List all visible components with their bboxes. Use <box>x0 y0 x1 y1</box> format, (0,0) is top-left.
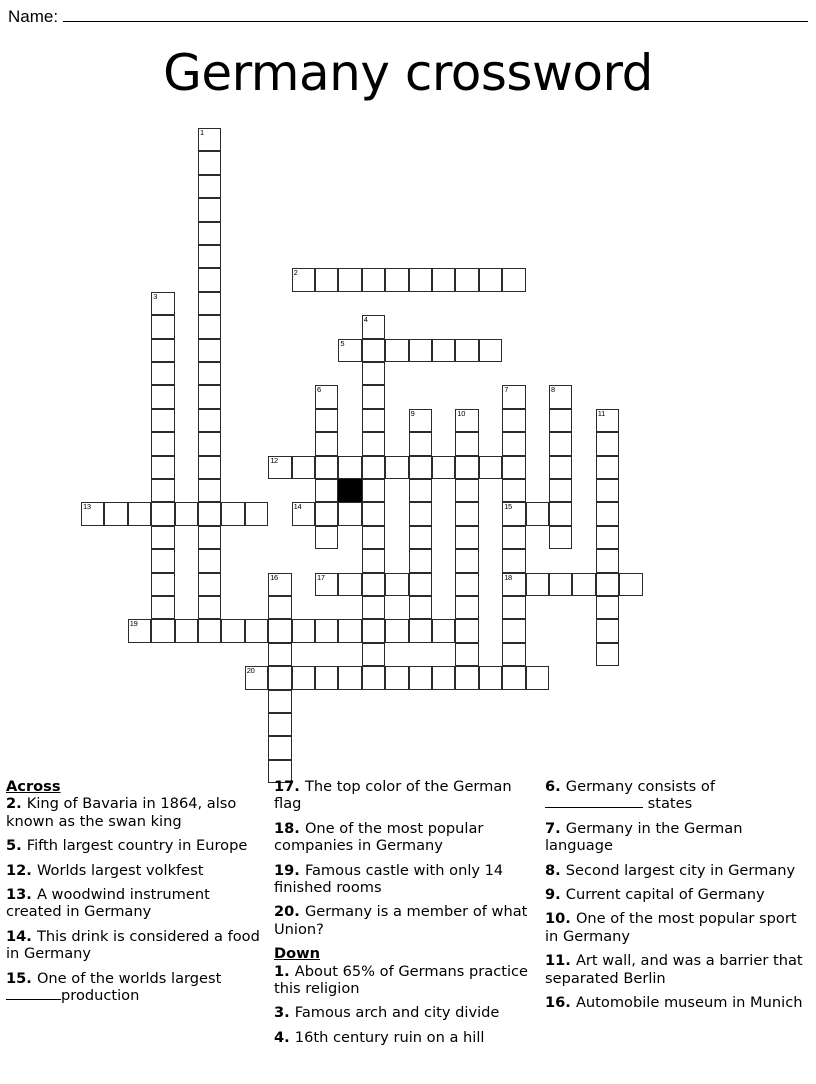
grid-cell[interactable] <box>526 666 549 689</box>
clue-across-20 <box>274 903 532 938</box>
grid-cell[interactable] <box>198 245 221 268</box>
grid-cell[interactable] <box>362 479 385 502</box>
grid-cell[interactable] <box>362 456 385 479</box>
grid-cell[interactable] <box>549 409 572 432</box>
grid-cell[interactable] <box>198 385 221 408</box>
clue-number: 19. <box>274 861 305 879</box>
grid-cell[interactable] <box>292 502 315 525</box>
clue-number: 5. <box>6 837 27 855</box>
clue-text: One of the worlds largest <box>36 969 222 987</box>
clue-down-4 <box>274 1029 532 1046</box>
grid-cell[interactable] <box>455 268 478 291</box>
grid-cell[interactable] <box>572 573 595 596</box>
grid-cell[interactable] <box>409 526 432 549</box>
clue-across-17 <box>274 778 532 813</box>
grid-cell[interactable] <box>549 479 572 502</box>
grid-cell-number: 2 <box>293 268 298 278</box>
grid-cell[interactable] <box>198 362 221 385</box>
clue-down-7 <box>545 820 811 855</box>
grid-cell[interactable] <box>362 385 385 408</box>
grid-cell[interactable] <box>409 596 432 619</box>
grid-cell[interactable] <box>362 526 385 549</box>
grid-cell[interactable] <box>409 666 432 689</box>
clue-text: Current capital of Germany <box>565 886 765 904</box>
clue-across-13 <box>6 886 262 921</box>
grid-cell[interactable] <box>409 549 432 572</box>
grid-cell[interactable] <box>315 456 338 479</box>
grid-cell[interactable] <box>175 502 198 525</box>
grid-cell[interactable] <box>221 619 244 642</box>
grid-cell-number: 10 <box>457 408 466 418</box>
clue-across-5 <box>6 837 262 854</box>
clues-column-left <box>6 778 262 1011</box>
grid-cell[interactable] <box>596 502 619 525</box>
grid-cell[interactable] <box>151 456 174 479</box>
grid-cell[interactable] <box>151 292 174 315</box>
grid-cell[interactable] <box>104 502 127 525</box>
clue-number: 9. <box>545 886 566 904</box>
clue-number: 17. <box>274 778 305 795</box>
grid-cell[interactable] <box>338 619 361 642</box>
clue-across-2 <box>6 795 262 830</box>
clue-down-1 <box>274 963 532 998</box>
clue-text: Second largest city in Germany <box>565 861 796 879</box>
grid-cell-number: 13 <box>83 502 91 512</box>
grid-cell[interactable] <box>362 432 385 455</box>
grid-cell[interactable] <box>479 268 502 291</box>
grid-cell[interactable] <box>455 526 478 549</box>
grid-cell[interactable] <box>198 151 221 174</box>
grid-cell[interactable] <box>315 526 338 549</box>
clue-number: 1. <box>274 962 295 980</box>
clue-text: Worlds largest volkfest <box>36 861 204 879</box>
grid-cell[interactable] <box>151 479 174 502</box>
grid-cell[interactable] <box>502 666 525 689</box>
grid-cell-number: 19 <box>129 619 138 629</box>
clue-number: 2. <box>6 795 27 813</box>
grid-cell[interactable] <box>502 502 525 525</box>
grid-cell[interactable] <box>502 268 525 291</box>
grid-cell[interactable] <box>455 549 478 572</box>
clue-number: 6. <box>545 778 566 795</box>
grid-cell[interactable] <box>455 409 478 432</box>
grid-cell[interactable] <box>268 736 291 759</box>
grid-cell[interactable] <box>502 526 525 549</box>
clue-text: A woodwind instrument created in Germany <box>6 886 210 921</box>
grid-cell[interactable] <box>409 502 432 525</box>
grid-cell[interactable] <box>385 573 408 596</box>
grid-cell-number: 4 <box>363 315 368 325</box>
clue-text: states <box>643 795 693 813</box>
grid-cell[interactable] <box>455 619 478 642</box>
grid-cell-number: 7 <box>504 385 509 395</box>
grid-cell[interactable] <box>315 573 338 596</box>
grid-cell[interactable] <box>596 619 619 642</box>
grid-cell[interactable] <box>362 596 385 619</box>
grid-cell[interactable] <box>198 596 221 619</box>
grid-cell[interactable] <box>432 456 455 479</box>
grid-cell-number: 11 <box>597 408 605 418</box>
grid-cell[interactable] <box>549 456 572 479</box>
grid-cell[interactable] <box>292 666 315 689</box>
grid-cell[interactable] <box>596 549 619 572</box>
clue-down-10 <box>545 910 811 945</box>
clue-down-8 <box>545 862 811 879</box>
grid-cell[interactable] <box>432 339 455 362</box>
grid-cell[interactable] <box>362 573 385 596</box>
grid-cell[interactable] <box>315 432 338 455</box>
grid-cell[interactable] <box>502 573 525 596</box>
grid-cell[interactable] <box>245 619 268 642</box>
page-title: Germany crossword <box>163 44 653 102</box>
grid-cell[interactable] <box>198 456 221 479</box>
clues-column-middle <box>274 778 532 1053</box>
grid-cell-number: 8 <box>551 385 555 395</box>
grid-cell[interactable] <box>596 456 619 479</box>
grid-cell[interactable] <box>432 268 455 291</box>
grid-cell-number: 14 <box>293 502 302 512</box>
grid-cell[interactable] <box>315 619 338 642</box>
grid-cell[interactable] <box>502 596 525 619</box>
grid-cell-number: 6 <box>317 385 321 395</box>
grid-cell[interactable] <box>502 432 525 455</box>
clues-section <box>0 778 816 1084</box>
grid-cell[interactable] <box>151 409 174 432</box>
grid-cell[interactable] <box>409 268 432 291</box>
grid-cell[interactable] <box>198 175 221 198</box>
grid-cell[interactable] <box>455 666 478 689</box>
grid-cell[interactable] <box>549 526 572 549</box>
grid-cell[interactable] <box>362 362 385 385</box>
grid-cell[interactable] <box>362 502 385 525</box>
grid-cell[interactable] <box>338 573 361 596</box>
grid-cell[interactable] <box>549 385 572 408</box>
grid-cell[interactable] <box>198 315 221 338</box>
grid-cell[interactable] <box>315 268 338 291</box>
clue-across-15 <box>6 970 262 1005</box>
clue-text: This drink is considered a food in Germany <box>6 927 260 963</box>
grid-cell[interactable] <box>409 456 432 479</box>
grid-cell[interactable] <box>455 573 478 596</box>
grid-cell[interactable] <box>502 619 525 642</box>
down-heading: Down <box>274 945 321 963</box>
grid-cell[interactable] <box>198 549 221 572</box>
clue-number: 16. <box>545 994 576 1012</box>
grid-cell[interactable] <box>151 573 174 596</box>
grid-cell[interactable] <box>315 479 338 502</box>
grid-cell[interactable] <box>198 573 221 596</box>
grid-cell[interactable] <box>198 619 221 642</box>
clue-text: One of the most popular companies in Germany <box>274 819 484 855</box>
grid-cell[interactable] <box>198 268 221 291</box>
grid-cell[interactable] <box>596 432 619 455</box>
name-label: Name: <box>8 7 59 26</box>
grid-cell[interactable] <box>549 432 572 455</box>
grid-cell[interactable] <box>409 619 432 642</box>
clues-column-right <box>545 778 811 1018</box>
grid-cell[interactable] <box>619 573 642 596</box>
grid-cell[interactable] <box>268 596 291 619</box>
grid-cell[interactable] <box>315 409 338 432</box>
grid-cell-number: 18 <box>504 572 512 582</box>
grid-cell[interactable] <box>315 502 338 525</box>
clue-down-6 <box>545 778 811 813</box>
clue-number: 15. <box>6 969 37 987</box>
clue-text: 16th century ruin on a hill <box>294 1028 485 1046</box>
grid-cell-number: 5 <box>340 338 345 348</box>
grid-cell[interactable] <box>432 666 455 689</box>
grid-cell[interactable] <box>526 573 549 596</box>
grid-cell[interactable] <box>151 339 174 362</box>
grid-cell[interactable] <box>198 432 221 455</box>
grid-cell[interactable] <box>596 643 619 666</box>
clue-down-9 <box>545 886 811 903</box>
grid-cell[interactable] <box>151 362 174 385</box>
grid-cell[interactable] <box>268 643 291 666</box>
clue-text: Germany in the German language <box>545 819 743 855</box>
grid-cell[interactable] <box>596 526 619 549</box>
grid-cell[interactable] <box>455 502 478 525</box>
grid-cell[interactable] <box>596 596 619 619</box>
grid-cell[interactable] <box>409 339 432 362</box>
grid-cell[interactable] <box>455 596 478 619</box>
grid-cell-number: 9 <box>410 408 415 418</box>
grid-cell-number: 20 <box>246 666 255 676</box>
grid-cell[interactable] <box>151 526 174 549</box>
grid-cell[interactable] <box>81 502 104 525</box>
grid-cell[interactable] <box>151 432 174 455</box>
grid-cell[interactable] <box>502 385 525 408</box>
clue-across-14 <box>6 928 262 963</box>
clue-number: 13. <box>6 886 37 904</box>
grid-cell[interactable] <box>362 619 385 642</box>
grid-cell[interactable] <box>362 268 385 291</box>
grid-cell[interactable] <box>151 315 174 338</box>
grid-cell[interactable] <box>409 573 432 596</box>
grid-cell[interactable] <box>151 619 174 642</box>
grid-cell[interactable] <box>338 502 361 525</box>
grid-cell[interactable] <box>268 666 291 689</box>
grid-cell[interactable] <box>198 479 221 502</box>
grid-cell[interactable] <box>198 222 221 245</box>
grid-cell[interactable] <box>409 479 432 502</box>
grid-cell[interactable] <box>292 619 315 642</box>
clue-text: The top color of the German flag <box>274 778 512 813</box>
grid-cell[interactable] <box>198 502 221 525</box>
clue-down-11 <box>545 952 811 987</box>
grid-cell[interactable] <box>502 479 525 502</box>
clue-number: 4. <box>274 1028 295 1046</box>
grid-cell[interactable] <box>455 456 478 479</box>
grid-cell[interactable] <box>292 268 315 291</box>
grid-cell[interactable] <box>385 339 408 362</box>
grid-cell[interactable] <box>292 456 315 479</box>
grid-cell[interactable] <box>455 432 478 455</box>
grid-cell[interactable] <box>549 502 572 525</box>
clue-text: King of Bavaria in 1864, also known as the swan king <box>6 795 237 830</box>
clue-text: Germany is a member of what Union? <box>274 903 528 938</box>
grid-cell[interactable] <box>245 502 268 525</box>
clue-text: Famous castle with only 14 finished rooms <box>274 861 504 897</box>
grid-cell[interactable] <box>198 198 221 221</box>
grid-cell[interactable] <box>502 643 525 666</box>
grid-cell[interactable] <box>338 666 361 689</box>
grid-cell[interactable] <box>338 456 361 479</box>
grid-cell[interactable] <box>198 339 221 362</box>
clue-text: Germany consists of <box>565 778 715 795</box>
clue-number: 14. <box>6 927 37 945</box>
grid-cell[interactable] <box>409 432 432 455</box>
grid-cell[interactable] <box>151 596 174 619</box>
clue-number: 8. <box>545 861 566 879</box>
grid-cell[interactable] <box>198 526 221 549</box>
grid-cell[interactable] <box>315 385 338 408</box>
grid-cell[interactable] <box>362 643 385 666</box>
grid-cell[interactable] <box>502 549 525 572</box>
grid-cell-number: 17 <box>317 572 325 582</box>
clue-number: 12. <box>6 861 37 879</box>
grid-cell[interactable] <box>175 619 198 642</box>
grid-cell-number: 15 <box>504 502 512 512</box>
grid-cell[interactable] <box>362 549 385 572</box>
grid-cell[interactable] <box>385 666 408 689</box>
grid-cell[interactable] <box>479 666 502 689</box>
grid-cell[interactable] <box>268 573 291 596</box>
grid-cell[interactable] <box>221 502 244 525</box>
grid-cell[interactable] <box>549 573 572 596</box>
clue-text: Art wall, and was a barrier that separated Berlin <box>545 952 803 987</box>
clue-text: Famous arch and city divide <box>294 1004 500 1022</box>
clue-number: 7. <box>545 819 566 837</box>
grid-cell[interactable] <box>268 619 291 642</box>
grid-cell[interactable] <box>268 713 291 736</box>
grid-cell[interactable] <box>409 409 432 432</box>
grid-cell[interactable] <box>315 666 338 689</box>
grid-cell[interactable] <box>432 619 455 642</box>
grid-cell[interactable] <box>362 315 385 338</box>
grid-cell[interactable] <box>596 479 619 502</box>
across-heading: Across <box>6 778 61 795</box>
clue-number: 3. <box>274 1004 295 1022</box>
grid-cell[interactable] <box>198 292 221 315</box>
clue-number: 11. <box>545 952 576 970</box>
clue-text: production <box>61 987 140 1005</box>
grid-cell-number: 16 <box>270 572 278 582</box>
grid-cell[interactable] <box>596 573 619 596</box>
clue-down-3 <box>274 1004 532 1021</box>
grid-cell[interactable] <box>128 502 151 525</box>
clue-number: 10. <box>545 910 576 928</box>
grid-cell[interactable] <box>385 268 408 291</box>
clue-text: Fifth largest country in Europe <box>26 837 248 855</box>
grid-cell[interactable] <box>479 339 502 362</box>
clue-text: About 65% of Germans practice this religion <box>274 962 529 998</box>
clue-down-16 <box>545 994 811 1011</box>
clue-across-18 <box>274 820 532 855</box>
grid-cell[interactable] <box>385 619 408 642</box>
grid-cell[interactable] <box>385 456 408 479</box>
grid-cell[interactable] <box>596 409 619 432</box>
clue-across-12 <box>6 862 262 879</box>
grid-cell[interactable] <box>151 549 174 572</box>
grid-cell[interactable] <box>502 409 525 432</box>
grid-cell[interactable] <box>268 690 291 713</box>
grid-cell[interactable] <box>338 268 361 291</box>
grid-cell[interactable] <box>362 666 385 689</box>
grid-block-cell <box>338 479 361 502</box>
grid-cell-number: 1 <box>200 128 204 137</box>
grid-cell[interactable] <box>245 666 268 689</box>
grid-cell[interactable] <box>338 339 361 362</box>
clue-text: Automobile museum in Munich <box>575 994 803 1012</box>
grid-cell[interactable] <box>151 502 174 525</box>
grid-cell[interactable] <box>526 502 549 525</box>
grid-cell-number: 12 <box>270 455 278 465</box>
grid-cell[interactable] <box>151 385 174 408</box>
grid-cell[interactable] <box>502 456 525 479</box>
clue-answer-blank[interactable] <box>545 807 643 808</box>
grid-cell[interactable] <box>198 128 221 151</box>
grid-cell[interactable] <box>268 456 291 479</box>
grid-cell[interactable] <box>362 339 385 362</box>
grid-cell[interactable] <box>362 409 385 432</box>
grid-cell[interactable] <box>455 339 478 362</box>
clue-number: 20. <box>274 903 305 921</box>
grid-cell[interactable] <box>455 479 478 502</box>
clue-answer-blank[interactable] <box>6 999 61 1000</box>
grid-cell[interactable] <box>479 456 502 479</box>
clue-number: 18. <box>274 819 305 837</box>
grid-cell[interactable] <box>198 409 221 432</box>
clue-across-19 <box>274 862 532 897</box>
grid-cell-number: 3 <box>153 291 158 301</box>
clue-text: One of the most popular sport in Germany <box>545 910 797 945</box>
grid-cell[interactable] <box>455 643 478 666</box>
grid-cell[interactable] <box>128 619 151 642</box>
